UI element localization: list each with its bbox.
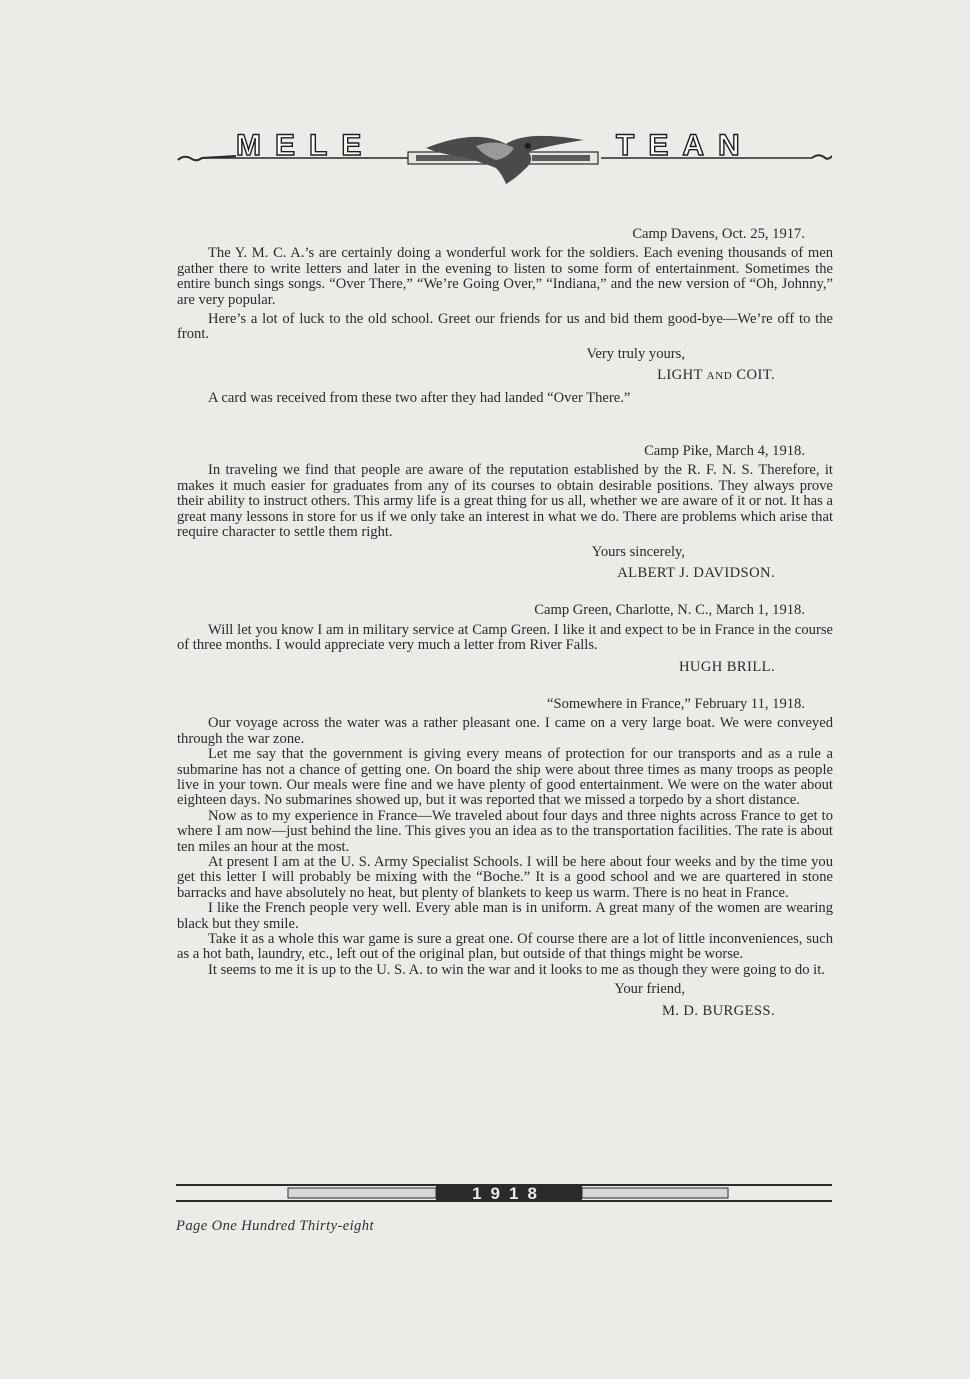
letter-dateline: Camp Davens, Oct. 25, 1917. — [632, 226, 805, 242]
page-footer-bar — [176, 1182, 832, 1204]
footer-ornament — [176, 1182, 832, 1204]
editor-note: A card was received from these two after they had landed “Over There.” — [208, 389, 631, 406]
letter-paragraph: The Y. M. C. A.’s are certainly doing a wonderful work for the soldiers. Each evening thousands of men gather there to write letters and later in the evening to listen to some form of entertainment. Sometimes the entire bunch sings songs. “Over There,” “We’re Going Over,” “Indiana,” and the new version of “Oh, Johnny,” are very popular. — [177, 245, 833, 308]
letter-davidson — [177, 444, 833, 581]
letter-signature — [177, 368, 833, 384]
letter-closing: Very truly yours, — [586, 345, 685, 362]
letter-burgess — [177, 697, 833, 1019]
letter-paragraph: Now as to my experience in France—We traveled about four days and three nights across France to get to where I am now—just behind the line. This gives you an idea as to the transportation facilities. The rate is about ten miles an hour at the most. — [177, 807, 833, 855]
footer-year: 1918 — [472, 1184, 546, 1203]
letter-closing: Your friend, — [614, 981, 685, 998]
letter-paragraph: It seems to me it is up to the U. S. A. to win the war and it looks to me as though they were going to do it. — [208, 961, 825, 978]
letter-dateline: “Somewhere in France,” February 11, 1918. — [546, 695, 805, 712]
letter-paragraph: Here’s a lot of luck to the old school. Greet our friends for us and bid them good-bye—We’re off to the front. — [177, 311, 833, 343]
letter-signature: HUGH BRILL. — [678, 658, 775, 675]
letter-signature: M. D. BURGESS. — [661, 1002, 775, 1019]
header-left-word: MELE — [236, 129, 376, 162]
letter-dateline: Camp Pike, March 4, 1918. — [644, 443, 805, 460]
letter-signature: ALBERT J. DAVIDSON. — [617, 564, 775, 581]
letter-brill — [177, 603, 833, 675]
letter-paragraph: At present I am at the U. S. Army Specialist Schools. I will be here about four weeks and by the time you get this letter I will probably be mixing with the “Boche.” It is a good school and we are quartered in stone barracks and have absolutely no heat, but plenty of blankets to keep us warm. There is no heat in France. — [177, 854, 833, 901]
page-header-banner — [176, 126, 832, 186]
letter-paragraph: Let me say that the government is giving every means of protection for our transports and as a rule a submarine has not a chance of getting one. On board the ship were about three times as many troops as people live in your town. Our meals were fine and we have plenty of good entertainment. We were on the water about eighteen days. No submarines showed up, but it was reported that we missed a torpedo by a short distance. — [177, 746, 833, 809]
letters-column — [177, 227, 833, 1019]
letter-paragraph: In traveling we find that people are aware of the reputation established by the R. F. N. S. Therefore, it makes it much easier for graduates from any of its courses to obtain desirable positions. They always prove their ability to instruct others. This army life is a great thing for us all, whether we are aware of it or not. It has a great many lessons in store for us if we only take an interest in what we do. There are problems which arise that require character to settle them right. — [177, 462, 833, 541]
letter-closing: Yours sincerely, — [591, 543, 685, 560]
header-ornament — [176, 126, 832, 186]
letter-paragraph: Will let you know I am in military service at Camp Green. I like it and expect to be in France in the course of three months. I would appreciate very much a letter from River Falls. — [177, 621, 833, 654]
letter-dateline: Camp Green, Charlotte, N. C., March 1, 1918. — [534, 602, 805, 619]
signature-name: LIGHT — [657, 367, 703, 384]
signature-conjunction: AND — [706, 370, 733, 383]
letter-paragraph: Our voyage across the water was a rather pleasant one. I came on a very large boat. We were conveyed through the war zone. — [177, 715, 833, 747]
letter-light-coit — [177, 227, 833, 406]
header-right-word: TEAN — [616, 129, 754, 162]
page-number-label: Page One Hundred Thirty-eight — [176, 1218, 374, 1234]
letter-paragraph: I like the French people very well. Every able man is in uniform. A great many of the women are wearing black but they smile. — [177, 900, 833, 932]
letter-paragraph: Take it as a whole this war game is sure a great one. Of course there are a lot of little inconveniences, such as a hot bath, laundry, etc., left out of the original plan, but outside of that things might be worse. — [177, 931, 833, 963]
signature-name: COIT. — [736, 367, 775, 384]
